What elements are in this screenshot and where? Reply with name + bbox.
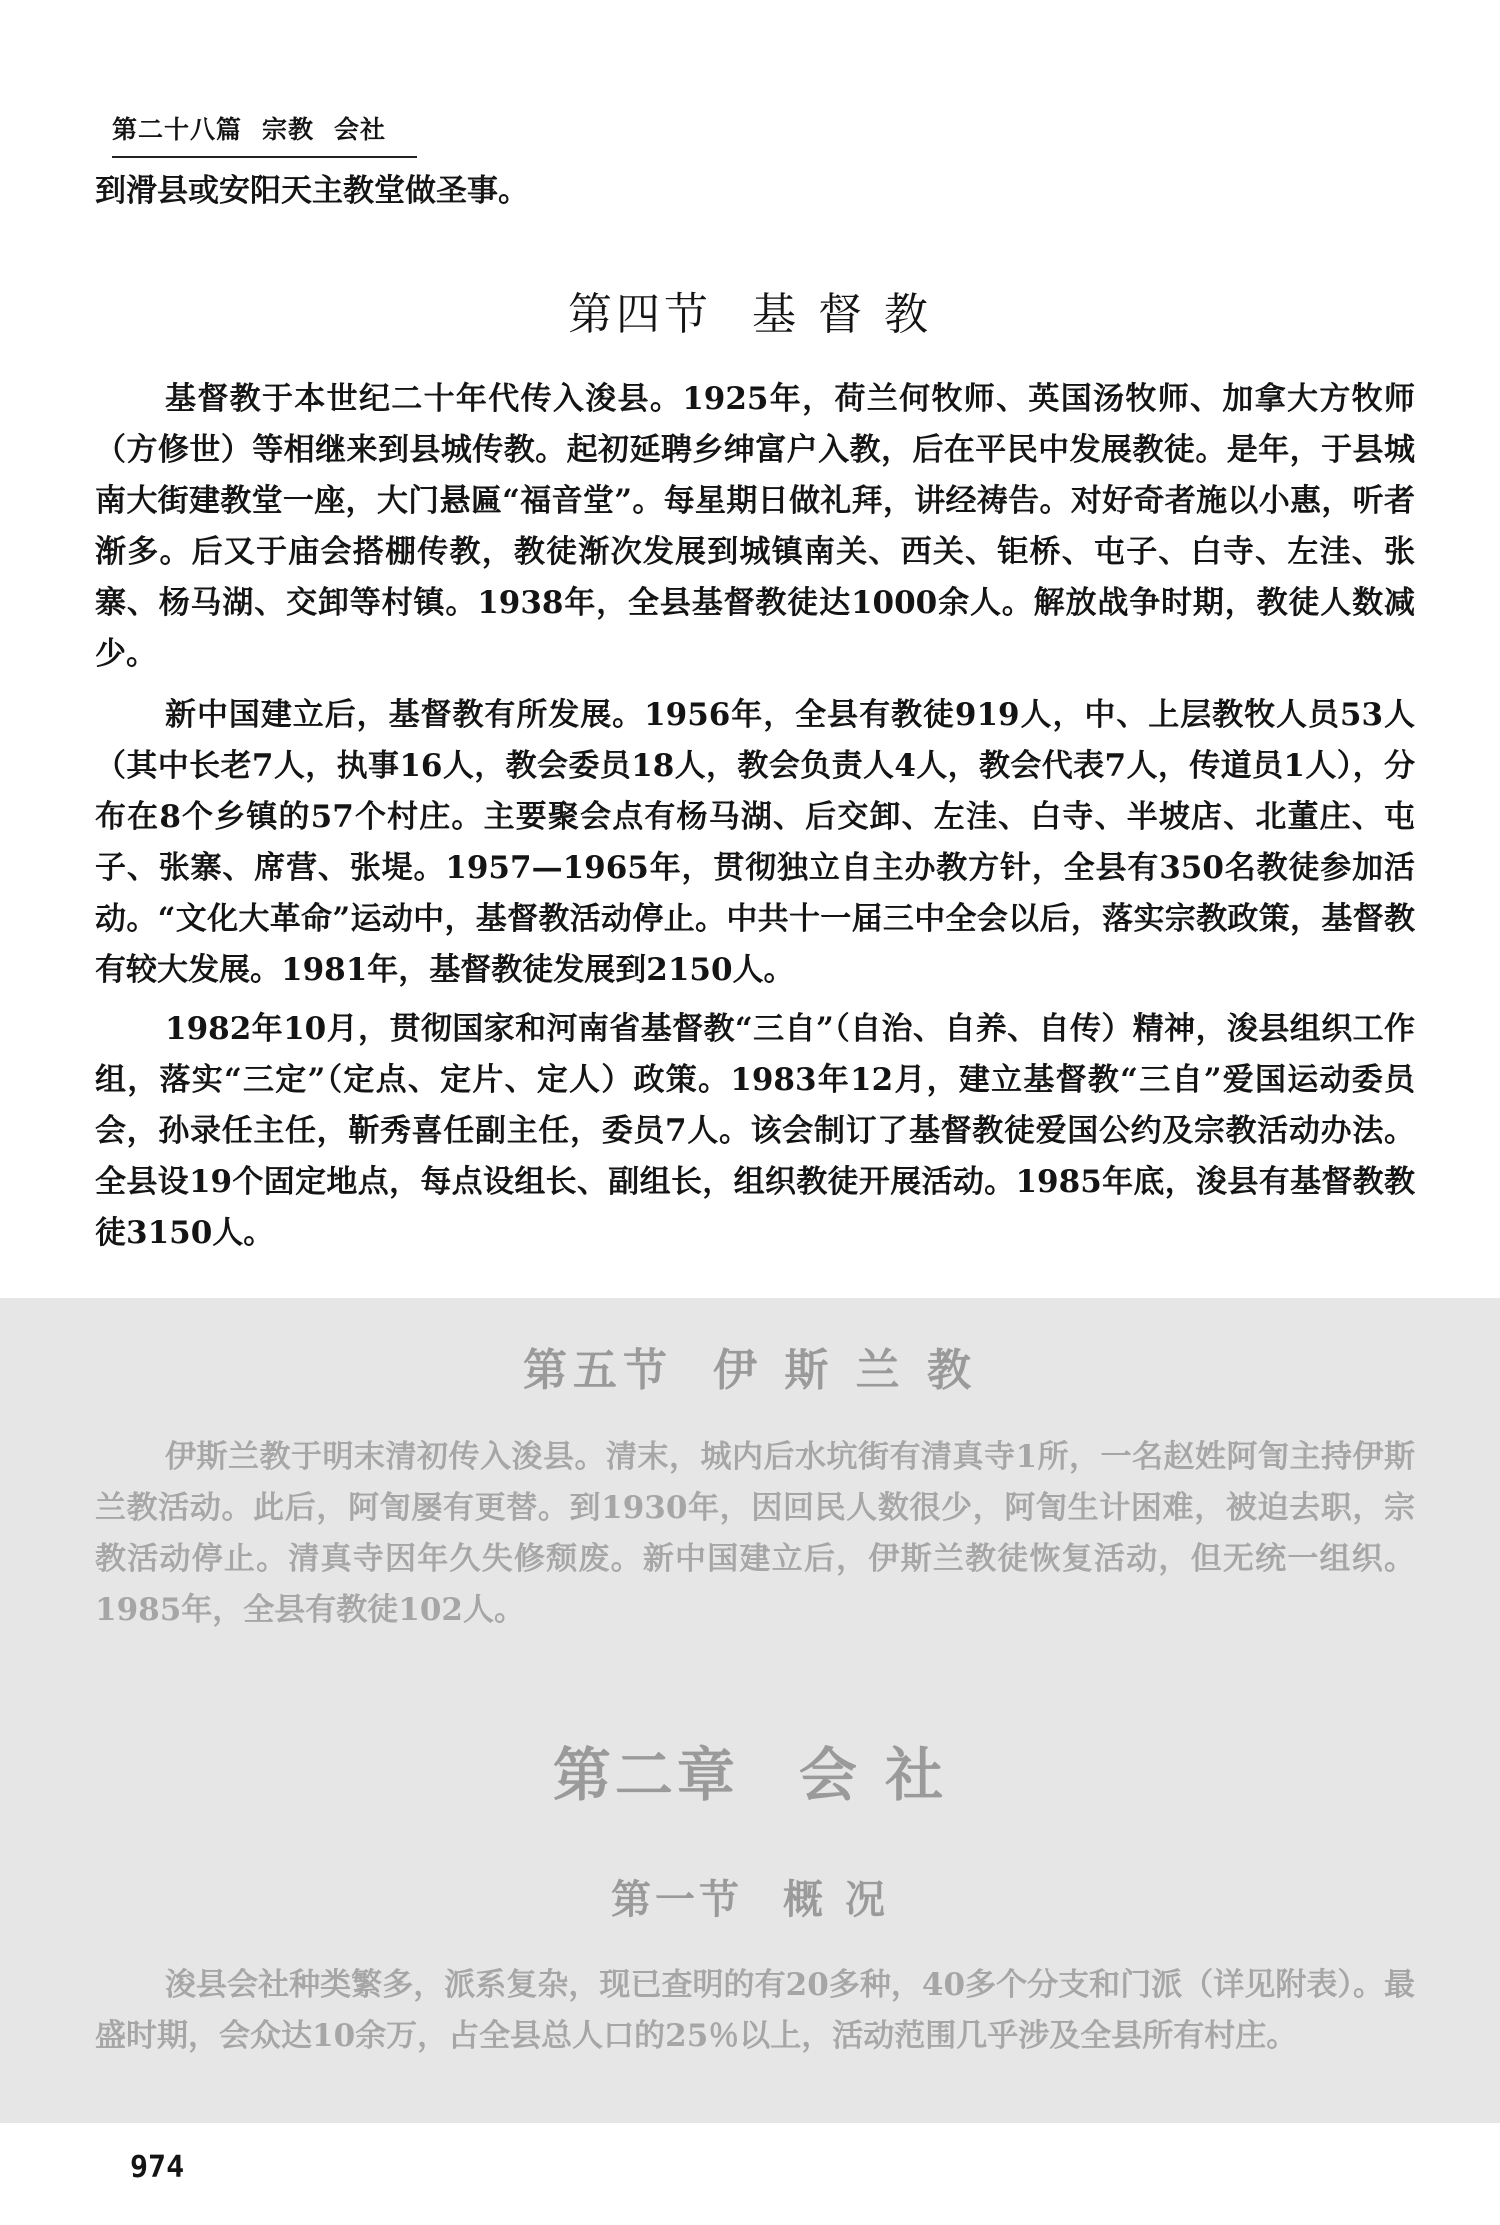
section4-paragraph-2: 新中国建立后，基督教有所发展。1956年，全县有教徒919人，中、上层教牧人员53人（其中长老7人，执事16人，教会委员18人，教会负责人4人，教会代表7人，传道员1人），分布在8个乡镇的57个村庄。主要聚会点有杨马湖、后交卸、左洼、白寺、半坡店、北董庄、屯子、张寨、席营、张堤。1957—1965年，贯彻独立自主办教方针，全县有350名教徒参加活动。“文化大革命”运动中，基督教活动停止。中共十一届三中全会以后，落实宗教政策，基督教有较大发展。1981年，基督教徒发展到2150人。 [95, 697, 1415, 988]
section5-heading [0, 1334, 1500, 1398]
section5-paragraph: 伊斯兰教于明末清初传入浚县。清末，城内后水坑街有清真寺1所，一名赵姓阿訇主持伊斯兰教活动。此后，阿訇屡有更替。到1930年，因回民人数很少，阿訇生计困难，被迫去职，宗教活动停止。清真寺因年久失修颓废。新中国建立后，伊斯兰教徒恢复活动，但无统一组织。1985年，全县有教徒102人。 [95, 1439, 1415, 1628]
page-number: 974 [130, 2150, 185, 2185]
faded-lower-block [0, 1298, 1500, 2123]
section1-title: 概 况 [783, 1876, 889, 1923]
running-head-part: 第二十八篇 [112, 115, 243, 144]
running-head-topic2: 会社 [334, 115, 387, 144]
section5-title: 伊 斯 兰 教 [713, 1345, 977, 1396]
section4-heading [0, 278, 1500, 342]
continuation-text: 到滑县或安阳天主教堂做圣事。 [95, 173, 529, 209]
section5-number: 第五节 [523, 1345, 674, 1396]
section1-heading [0, 1868, 1500, 1925]
section1-number: 第一节 [611, 1876, 744, 1923]
chapter2-number: 第二章 [552, 1741, 739, 1809]
section1-paragraph: 浚县会社种类繁多，派系复杂，现已查明的有20多种，40多个分支和门派（详见附表）。最盛时期，会众达10余万，占全县总人口的25％以上，活动范围几乎涉及全县所有村庄。 [95, 1967, 1415, 2054]
section4-number: 第四节 [568, 289, 712, 340]
section4-paragraph-3: 1982年10月，贯彻国家和河南省基督教“三自”（自治、自养、自传）精神，浚县组织工作组，落实“三定”（定点、定片、定人）政策。1983年12月，建立基督教“三自”爱国运动委员会，孙录任主任，靳秀喜任副主任，委员7人。该会制订了基督教徒爱国公约及宗教活动办法。全县设19个固定地点，每点设组长、副组长，组织教徒开展活动。1985年底，浚县有基督教教徒3150人。 [95, 1011, 1415, 1251]
running-head-topic1: 宗教 [262, 115, 315, 144]
chapter2-heading [0, 1728, 1500, 1812]
section4-paragraph-1: 基督教于本世纪二十年代传入浚县。1925年，荷兰何牧师、英国汤牧师、加拿大方牧师（方修世）等相继来到县城传教。起初延聘乡绅富户入教，后在平民中发展教徒。是年，于县城南大街建教堂一座，大门悬匾“福音堂”。每星期日做礼拜，讲经祷告。对好奇者施以小惠，听者渐多。后又于庙会搭棚传教，教徒渐次发展到城镇南关、西关、钜桥、屯子、白寺、左洼、张寨、杨马湖、交卸等村镇。1938年，全县基督教徒达1000余人。解放战争时期，教徒人数减少。 [95, 381, 1415, 672]
chapter2-title: 会 社 [798, 1741, 948, 1809]
section4-title: 基 督 教 [752, 289, 932, 340]
running-head [112, 110, 417, 158]
